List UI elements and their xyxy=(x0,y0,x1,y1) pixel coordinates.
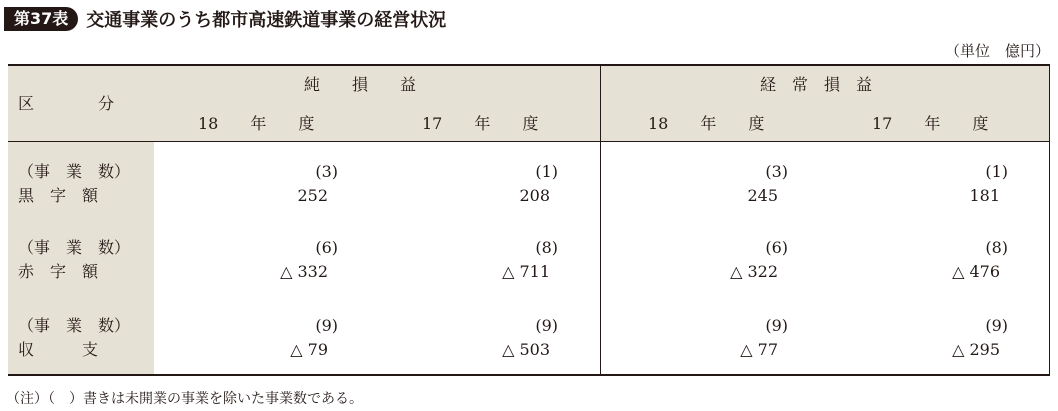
net18-count: (9) xyxy=(315,316,338,335)
net17-count: (9) xyxy=(535,316,558,335)
ord17-count: (9) xyxy=(985,316,1008,335)
ordinary-profit-header: 経 常 損 益 xyxy=(760,75,873,94)
net18-count: (3) xyxy=(315,162,338,181)
row-label: 黒 字 額 xyxy=(18,186,99,205)
row-label: 収 支 xyxy=(18,340,99,359)
ord-fy17-header: 17 年 度 xyxy=(872,114,989,133)
ord18-value: △ 322 xyxy=(730,262,778,281)
net17-count: (8) xyxy=(535,238,558,257)
net17-value: △ 503 xyxy=(502,340,550,359)
net18-value: △ 79 xyxy=(290,340,328,359)
category-header: 区 分 xyxy=(18,94,115,113)
ord18-count: (3) xyxy=(765,162,788,181)
row-count-label: （事 業 数） xyxy=(18,238,131,257)
ord17-count: (8) xyxy=(985,238,1008,257)
net17-value: 208 xyxy=(519,186,550,205)
row-label: 赤 字 額 xyxy=(18,262,99,281)
table-top-rule xyxy=(8,64,1050,66)
table-title-row xyxy=(4,6,446,32)
row-count-label: （事 業 数） xyxy=(18,316,131,335)
group-divider-line xyxy=(600,64,601,376)
net18-value: △ 332 xyxy=(280,262,328,281)
net17-value: △ 711 xyxy=(502,262,550,281)
table-bottom-rule xyxy=(8,374,1050,376)
net-profit-header: 純 損 益 xyxy=(304,75,417,94)
net18-count: (6) xyxy=(315,238,338,257)
net17-count: (1) xyxy=(535,162,558,181)
net-fy17-header: 17 年 度 xyxy=(422,114,539,133)
row-count-label: （事 業 数） xyxy=(18,162,131,181)
header-bottom-rule xyxy=(8,141,1050,142)
ord17-value: △ 295 xyxy=(952,340,1000,359)
ord18-value: △ 77 xyxy=(740,340,778,359)
ord17-value: 181 xyxy=(969,186,1000,205)
table-number-badge: 第37表 xyxy=(4,7,78,31)
ord18-value: 245 xyxy=(747,186,778,205)
net-fy18-header: 18 年 度 xyxy=(198,114,315,133)
ord17-count: (1) xyxy=(985,162,1008,181)
ord18-count: (6) xyxy=(765,238,788,257)
table-title: 交通事業のうち都市高速鉄道事業の経営状況 xyxy=(86,10,447,31)
ord-fy18-header: 18 年 度 xyxy=(648,114,765,133)
table-right-border xyxy=(1049,64,1050,376)
ord18-count: (9) xyxy=(765,316,788,335)
ord17-value: △ 476 xyxy=(952,262,1000,281)
net18-value: 252 xyxy=(297,186,328,205)
footnote: （注）（ ）書きは未開業の事業を除いた事業数である。 xyxy=(6,391,363,407)
data-table xyxy=(8,64,1050,376)
unit-label: （単位 億円） xyxy=(944,42,1050,60)
